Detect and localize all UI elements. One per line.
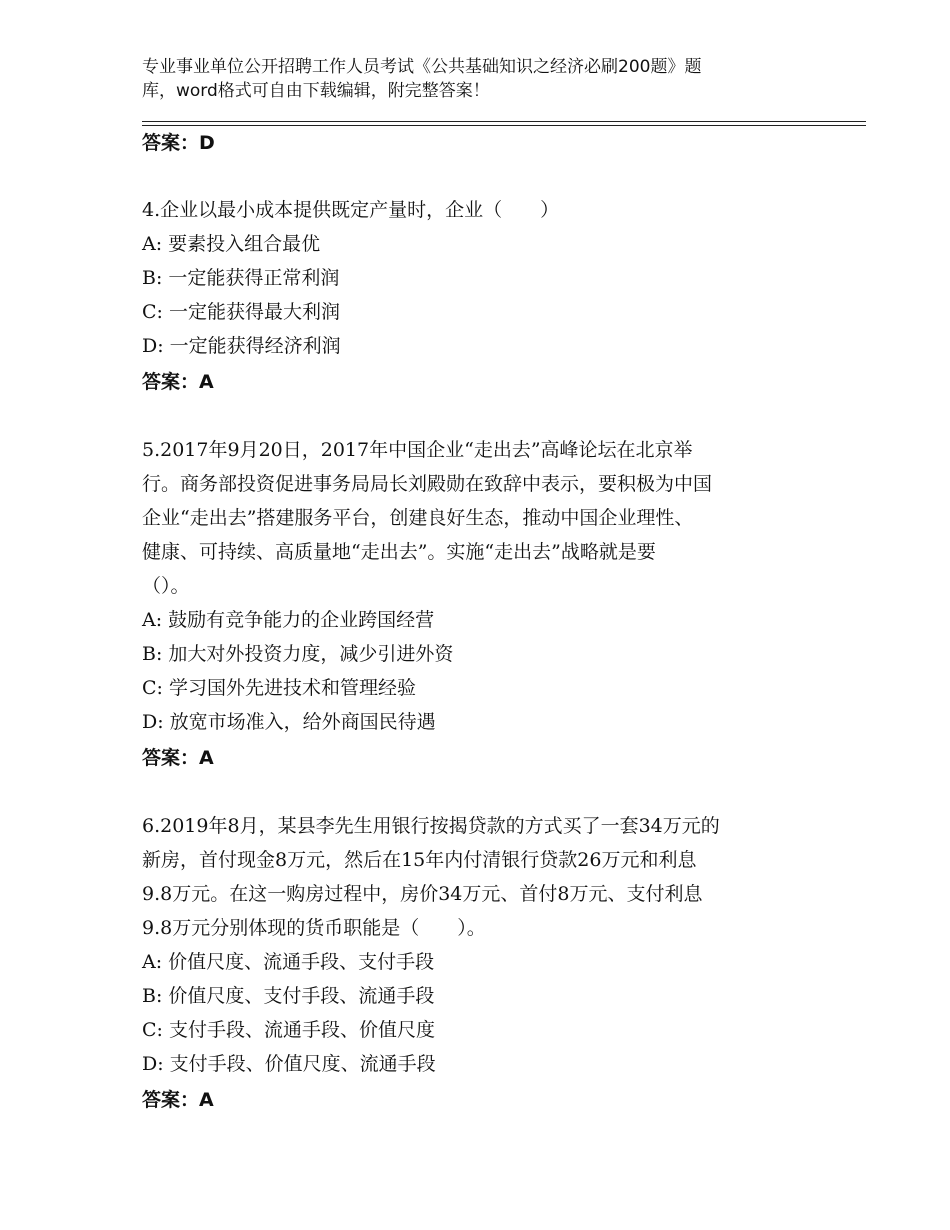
question-stem-line: 9.8万元。在这一购房过程中，房价34万元、首付8万元、支付利息 xyxy=(142,883,703,905)
question-6 xyxy=(142,809,812,1081)
document-header xyxy=(142,55,782,103)
option-a: A: 要素投入组合最优 xyxy=(142,233,321,255)
option-a: A: 鼓励有竞争能力的企业跨国经营 xyxy=(142,609,435,631)
question-stem-line: 9.8万元分别体现的货币职能是（ ）。 xyxy=(142,917,486,939)
header-line-1: 专业事业单位公开招聘工作人员考试《公共基础知识之经济必刷200题》题 xyxy=(142,57,702,77)
question-stem-line: （）。 xyxy=(142,575,190,597)
option-c: C: 支付手段、流通手段、价值尺度 xyxy=(142,1019,435,1041)
option-d: D: 支付手段、价值尺度、流通手段 xyxy=(142,1053,436,1075)
option-a: A: 价值尺度、流通手段、支付手段 xyxy=(142,951,435,973)
header-rule-top xyxy=(142,121,866,122)
header-rule-bottom xyxy=(142,125,866,126)
question-stem-line: 企业“走出去”搭建服务平台，创建良好生态，推动中国企业理性、 xyxy=(142,507,694,529)
option-d: D: 放宽市场准入，给外商国民待遇 xyxy=(142,711,436,733)
header-line-2: 库，word格式可自由下载编辑，附完整答案！ xyxy=(142,81,490,101)
question-4 xyxy=(142,193,812,363)
question-stem: 4.企业以最小成本提供既定产量时，企业（ ） xyxy=(142,199,560,221)
answer-6: 答案：A xyxy=(142,1089,214,1111)
option-b: B: 加大对外投资力度，减少引进外资 xyxy=(142,643,454,665)
question-stem-line: 新房，首付现金8万元，然后在15年内付清银行贷款26万元和利息 xyxy=(142,849,697,871)
question-stem-line: 5.2017年9月20日，2017年中国企业“走出去”高峰论坛在北京举 xyxy=(142,439,693,461)
option-d: D: 一定能获得经济利润 xyxy=(142,335,341,357)
option-c: C: 学习国外先进技术和管理经验 xyxy=(142,677,416,699)
answer-previous: 答案：D xyxy=(142,132,215,154)
answer-5: 答案：A xyxy=(142,747,214,769)
option-c: C: 一定能获得最大利润 xyxy=(142,301,340,323)
option-b: B: 一定能获得正常利润 xyxy=(142,267,340,289)
question-stem-line: 6.2019年8月，某县李先生用银行按揭贷款的方式买了一套34万元的 xyxy=(142,815,720,837)
question-stem-line: 行。商务部投资促进事务局局长刘殿勋在致辞中表示，要积极为中国 xyxy=(142,473,713,495)
answer-4: 答案：A xyxy=(142,371,214,393)
question-5 xyxy=(142,433,812,739)
question-stem-line: 健康、可持续、高质量地“走出去”。实施“走出去”战略就是要 xyxy=(142,541,656,563)
option-b: B: 价值尺度、支付手段、流通手段 xyxy=(142,985,435,1007)
